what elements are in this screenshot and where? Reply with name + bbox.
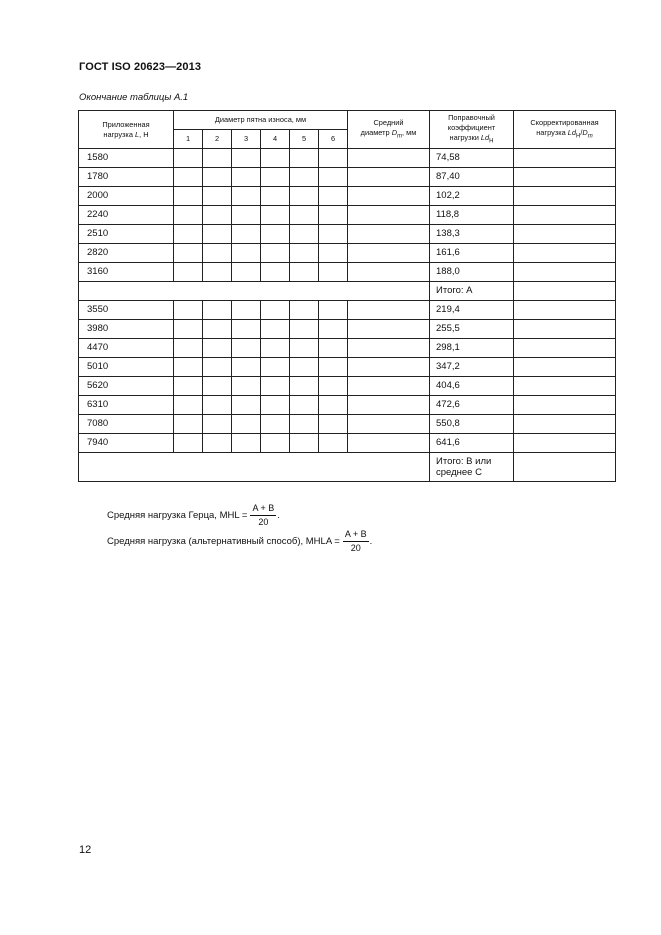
total-spacer-cell bbox=[79, 453, 430, 482]
diameter-cell bbox=[319, 244, 348, 263]
diameter-cell bbox=[203, 149, 232, 168]
diameter-cell bbox=[174, 263, 203, 282]
table-row bbox=[79, 377, 616, 396]
subheader-cell: 4 bbox=[261, 130, 290, 149]
header-corr-slash: / bbox=[580, 127, 583, 137]
diameter-cell bbox=[290, 168, 319, 187]
load-cell: 3550 bbox=[79, 301, 174, 320]
header-corr-sub1: H bbox=[576, 133, 581, 140]
header-corr-var2: D bbox=[582, 127, 588, 137]
diameter-cell bbox=[174, 206, 203, 225]
formula-mhla-label: Средняя нагрузка (альтернативный способ), MHLA = bbox=[107, 536, 340, 547]
header-avg-text: диаметр bbox=[360, 127, 392, 137]
load-cell: 2510 bbox=[79, 225, 174, 244]
document-header: ГОСТ ISO 20623—2013 bbox=[79, 61, 202, 73]
table-row bbox=[79, 187, 616, 206]
header-load-unit: , Н bbox=[139, 129, 149, 139]
diameter-cell bbox=[319, 396, 348, 415]
corrected-cell bbox=[514, 339, 616, 358]
table-caption: Окончание таблицы А.1 bbox=[79, 92, 189, 103]
load-cell: 3980 bbox=[79, 320, 174, 339]
diameter-cell bbox=[319, 263, 348, 282]
diameter-cell bbox=[319, 149, 348, 168]
diameter-cell bbox=[290, 377, 319, 396]
header-coef-var: Ld bbox=[480, 132, 490, 142]
avg-diameter-cell bbox=[348, 434, 430, 453]
diameter-cell bbox=[203, 320, 232, 339]
diameter-cell bbox=[319, 301, 348, 320]
avg-diameter-cell bbox=[348, 263, 430, 282]
diameter-cell bbox=[174, 434, 203, 453]
diameter-cell bbox=[232, 206, 261, 225]
coef-cell: 138,3 bbox=[430, 225, 514, 244]
load-cell: 2000 bbox=[79, 187, 174, 206]
header-avg-var: D bbox=[391, 127, 398, 137]
header-coef-text: нагрузки bbox=[449, 132, 481, 142]
load-cell: 3160 bbox=[79, 263, 174, 282]
diameter-cell bbox=[319, 320, 348, 339]
load-cell: 7940 bbox=[79, 434, 174, 453]
subheader-cell: 6 bbox=[319, 130, 348, 149]
table-row bbox=[79, 263, 616, 282]
total-label: Итого: В или bbox=[436, 456, 492, 467]
diameter-cell bbox=[290, 149, 319, 168]
corrected-cell bbox=[514, 377, 616, 396]
diameter-cell bbox=[203, 415, 232, 434]
diameter-cell bbox=[232, 358, 261, 377]
avg-diameter-cell bbox=[348, 225, 430, 244]
diameter-cell bbox=[261, 301, 290, 320]
corrected-cell bbox=[514, 225, 616, 244]
header-avg-line1: Средний bbox=[373, 117, 404, 127]
formula-mhl-fraction bbox=[250, 503, 276, 528]
diameter-cell bbox=[232, 301, 261, 320]
diameter-cell bbox=[203, 244, 232, 263]
coef-cell: 472,6 bbox=[430, 396, 514, 415]
coef-cell: 118,8 bbox=[430, 206, 514, 225]
subheader-cell: 5 bbox=[290, 130, 319, 149]
coef-cell: 641,6 bbox=[430, 434, 514, 453]
diameter-cell bbox=[290, 320, 319, 339]
coef-cell: 219,4 bbox=[430, 301, 514, 320]
load-cell: 2820 bbox=[79, 244, 174, 263]
formula-mhl bbox=[107, 503, 280, 528]
table-row bbox=[79, 301, 616, 320]
diameter-cell bbox=[232, 339, 261, 358]
table-row bbox=[79, 244, 616, 263]
header-coef-line2: коэффициент bbox=[447, 122, 496, 132]
diameter-cell bbox=[290, 301, 319, 320]
total-label: среднее С bbox=[436, 467, 482, 478]
total-row bbox=[79, 453, 616, 482]
diameter-cell bbox=[290, 206, 319, 225]
diameter-cell bbox=[174, 415, 203, 434]
formula-mhl-period: . bbox=[277, 510, 280, 521]
subheader-cell: 1 bbox=[174, 130, 203, 149]
header-corrected bbox=[514, 111, 616, 149]
corrected-cell bbox=[514, 187, 616, 206]
coef-cell: 550,8 bbox=[430, 415, 514, 434]
corrected-cell bbox=[514, 320, 616, 339]
diameter-cell bbox=[174, 244, 203, 263]
formula-mhla-period: . bbox=[369, 536, 373, 547]
coef-cell: 161,6 bbox=[430, 244, 514, 263]
formula-mhla-fraction bbox=[343, 529, 369, 554]
coef-cell: 404,6 bbox=[430, 377, 514, 396]
load-cell: 5620 bbox=[79, 377, 174, 396]
diameter-cell bbox=[174, 225, 203, 244]
diameter-cell bbox=[232, 244, 261, 263]
diameter-cell bbox=[232, 168, 261, 187]
diameter-cell bbox=[174, 301, 203, 320]
header-corr-sub2: m bbox=[587, 133, 593, 140]
diameter-cell bbox=[232, 434, 261, 453]
header-corr-line1: Скорректированная bbox=[530, 117, 599, 127]
diameter-cell bbox=[261, 415, 290, 434]
avg-diameter-cell bbox=[348, 396, 430, 415]
diameter-cell bbox=[174, 377, 203, 396]
diameter-cell bbox=[290, 396, 319, 415]
diameter-cell bbox=[319, 168, 348, 187]
diameter-cell bbox=[203, 377, 232, 396]
table-row bbox=[79, 434, 616, 453]
diameter-cell bbox=[319, 434, 348, 453]
diameter-cell bbox=[290, 187, 319, 206]
total-row bbox=[79, 282, 616, 301]
diameter-cell bbox=[232, 320, 261, 339]
header-load bbox=[79, 111, 174, 149]
avg-diameter-cell bbox=[348, 149, 430, 168]
corrected-cell bbox=[514, 358, 616, 377]
header-corr-var1: Ld bbox=[567, 127, 577, 137]
load-cell: 1780 bbox=[79, 168, 174, 187]
avg-diameter-cell bbox=[348, 301, 430, 320]
diameter-cell bbox=[203, 206, 232, 225]
table-row bbox=[79, 358, 616, 377]
diameter-cell bbox=[319, 187, 348, 206]
diameter-cell bbox=[232, 415, 261, 434]
coef-cell: 102,2 bbox=[430, 187, 514, 206]
table-row bbox=[79, 149, 616, 168]
corrected-cell bbox=[514, 149, 616, 168]
total-label: Итого: А bbox=[436, 285, 473, 296]
corrected-cell bbox=[514, 244, 616, 263]
formula-mhl-denominator: 20 bbox=[258, 517, 269, 527]
diameter-cell bbox=[290, 434, 319, 453]
corrected-cell bbox=[514, 434, 616, 453]
header-diameter: Диаметр пятна износа, мм bbox=[174, 111, 348, 130]
diameter-cell bbox=[261, 377, 290, 396]
header-coef-sub: H bbox=[489, 138, 494, 145]
total-value-cell bbox=[514, 453, 616, 482]
diameter-cell bbox=[174, 339, 203, 358]
diameter-cell bbox=[203, 187, 232, 206]
header-avg-unit: , мм bbox=[402, 127, 417, 137]
table-row bbox=[79, 225, 616, 244]
diameter-cell bbox=[203, 396, 232, 415]
avg-diameter-cell bbox=[348, 320, 430, 339]
diameter-cell bbox=[232, 396, 261, 415]
diameter-cell bbox=[290, 225, 319, 244]
table-row bbox=[79, 396, 616, 415]
diameter-cell bbox=[174, 168, 203, 187]
diameter-cell bbox=[203, 225, 232, 244]
diameter-cell bbox=[261, 396, 290, 415]
diameter-cell bbox=[261, 206, 290, 225]
corrected-cell bbox=[514, 168, 616, 187]
header-load-line1: Приложенная bbox=[102, 119, 150, 129]
table-row bbox=[79, 168, 616, 187]
diameter-cell bbox=[174, 149, 203, 168]
diameter-cell bbox=[319, 225, 348, 244]
diameter-cell bbox=[203, 339, 232, 358]
header-load-var: L bbox=[134, 129, 140, 139]
corrected-cell bbox=[514, 415, 616, 434]
load-cell: 2240 bbox=[79, 206, 174, 225]
diameter-cell bbox=[290, 263, 319, 282]
diameter-cell bbox=[319, 415, 348, 434]
load-cell: 1580 bbox=[79, 149, 174, 168]
table-row bbox=[79, 206, 616, 225]
table-row bbox=[79, 339, 616, 358]
diameter-cell bbox=[290, 415, 319, 434]
diameter-cell bbox=[319, 358, 348, 377]
load-cell: 7080 bbox=[79, 415, 174, 434]
coef-cell: 87,40 bbox=[430, 168, 514, 187]
diameter-cell bbox=[203, 358, 232, 377]
avg-diameter-cell bbox=[348, 244, 430, 263]
diameter-cell bbox=[261, 339, 290, 358]
diameter-cell bbox=[261, 244, 290, 263]
diameter-cell bbox=[174, 187, 203, 206]
page-number: 12 bbox=[79, 844, 92, 856]
diameter-cell bbox=[174, 320, 203, 339]
corrected-cell bbox=[514, 206, 616, 225]
formula-mhl-label: Средняя нагрузка Герца, MHL = bbox=[107, 510, 248, 521]
header-coef bbox=[430, 111, 514, 149]
header-coef-line1: Поправочный bbox=[448, 112, 495, 122]
formula-mhla-numerator: A + B bbox=[343, 529, 369, 542]
diameter-cell bbox=[203, 434, 232, 453]
avg-diameter-cell bbox=[348, 206, 430, 225]
load-cell: 4470 bbox=[79, 339, 174, 358]
avg-diameter-cell bbox=[348, 358, 430, 377]
avg-diameter-cell bbox=[348, 168, 430, 187]
diameter-cell bbox=[261, 358, 290, 377]
diameter-cell bbox=[232, 149, 261, 168]
diameter-cell bbox=[290, 358, 319, 377]
diameter-cell bbox=[174, 358, 203, 377]
coef-cell: 74,58 bbox=[430, 149, 514, 168]
diameter-cell bbox=[261, 149, 290, 168]
header-avg-diameter bbox=[348, 111, 430, 149]
header-row bbox=[79, 111, 616, 130]
diameter-cell bbox=[261, 187, 290, 206]
formula-mhla bbox=[107, 529, 372, 554]
diameter-cell bbox=[319, 339, 348, 358]
diameter-cell bbox=[261, 434, 290, 453]
wear-table bbox=[78, 110, 616, 482]
table-row bbox=[79, 415, 616, 434]
diameter-cell bbox=[290, 339, 319, 358]
avg-diameter-cell bbox=[348, 377, 430, 396]
subheader-cell: 3 bbox=[232, 130, 261, 149]
formula-mhl-numerator: A + B bbox=[250, 503, 276, 516]
avg-diameter-cell bbox=[348, 415, 430, 434]
diameter-cell bbox=[261, 168, 290, 187]
total-value-cell bbox=[514, 282, 616, 301]
diameter-cell bbox=[232, 225, 261, 244]
diameter-cell bbox=[261, 263, 290, 282]
diameter-cell bbox=[232, 377, 261, 396]
diameter-cell bbox=[261, 320, 290, 339]
diameter-cell bbox=[174, 396, 203, 415]
coef-cell: 188,0 bbox=[430, 263, 514, 282]
total-spacer-cell bbox=[79, 282, 430, 301]
subheader-cell: 2 bbox=[203, 130, 232, 149]
header-avg-sub: m bbox=[397, 133, 403, 140]
header-load-text: нагрузка bbox=[103, 129, 135, 139]
diameter-cell bbox=[232, 263, 261, 282]
coef-cell: 255,5 bbox=[430, 320, 514, 339]
header-corr-text: нагрузка bbox=[536, 127, 568, 137]
coef-cell: 347,2 bbox=[430, 358, 514, 377]
diameter-cell bbox=[203, 263, 232, 282]
diameter-cell bbox=[203, 168, 232, 187]
diameter-cell bbox=[261, 225, 290, 244]
corrected-cell bbox=[514, 263, 616, 282]
load-cell: 6310 bbox=[79, 396, 174, 415]
corrected-cell bbox=[514, 301, 616, 320]
diameter-cell bbox=[290, 244, 319, 263]
table-row bbox=[79, 320, 616, 339]
corrected-cell bbox=[514, 396, 616, 415]
avg-diameter-cell bbox=[348, 339, 430, 358]
formula-mhla-denominator: 20 bbox=[350, 543, 361, 553]
total-label-cell bbox=[430, 453, 514, 482]
total-label-cell bbox=[430, 282, 514, 301]
diameter-cell bbox=[203, 301, 232, 320]
avg-diameter-cell bbox=[348, 187, 430, 206]
load-cell: 5010 bbox=[79, 358, 174, 377]
diameter-cell bbox=[319, 206, 348, 225]
diameter-cell bbox=[232, 187, 261, 206]
coef-cell: 298,1 bbox=[430, 339, 514, 358]
diameter-cell bbox=[319, 377, 348, 396]
